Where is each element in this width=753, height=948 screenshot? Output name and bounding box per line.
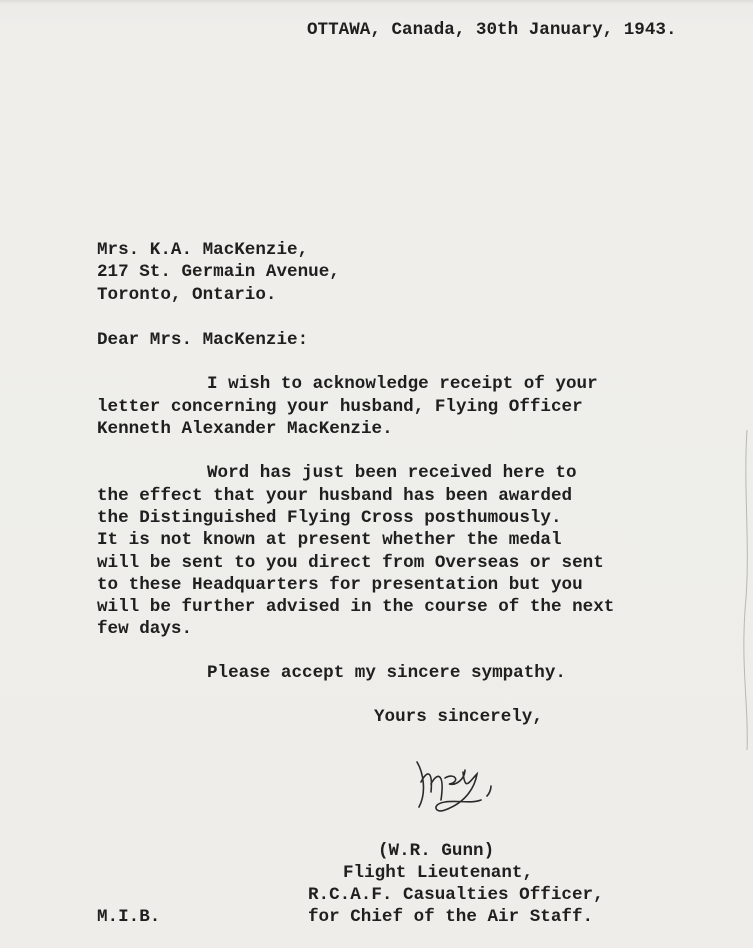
torn-edge-mark [733,430,753,750]
body-line: will be further advised in the course of the next [97,597,615,617]
signatory-on-behalf: for Chief of the Air Staff. [308,907,594,927]
body-line: the effect that your husband has been awarded [97,486,573,506]
body-line: letter concerning your husband, Flying Officer [97,397,583,417]
signatory-rank: Flight Lieutenant, [343,863,534,883]
body-line: Word has just been received here to [207,463,577,483]
body-line: will be sent to you direct from Overseas or sent [97,553,604,573]
body-line: It is not known at present whether the medal [97,530,562,550]
recipient-name: Mrs. K.A. MacKenzie, [97,240,309,260]
body-line: Kenneth Alexander MacKenzie. [97,419,393,439]
salutation: Dear Mrs. MacKenzie: [97,330,309,350]
body-line: few days. [97,619,193,639]
handwritten-signature [405,752,525,822]
recipient-street: 217 St. Germain Avenue, [97,262,340,282]
dateline: OTTAWA, Canada, 30th January, 1943. [307,20,677,40]
signatory-name: (W.R. Gunn) [378,841,495,861]
signatory-title: R.C.A.F. Casualties Officer, [308,885,604,905]
closing: Yours sincerely, [374,707,543,727]
body-line: to these Headquarters for presentation but you [97,575,583,595]
body-line: I wish to acknowledge receipt of your [207,374,598,394]
typist-initials: M.I.B. [97,907,161,927]
body-line: the Distinguished Flying Cross posthumously. [97,508,562,528]
recipient-city: Toronto, Ontario. [97,285,277,305]
sympathy-line: Please accept my sincere sympathy. [207,663,566,683]
